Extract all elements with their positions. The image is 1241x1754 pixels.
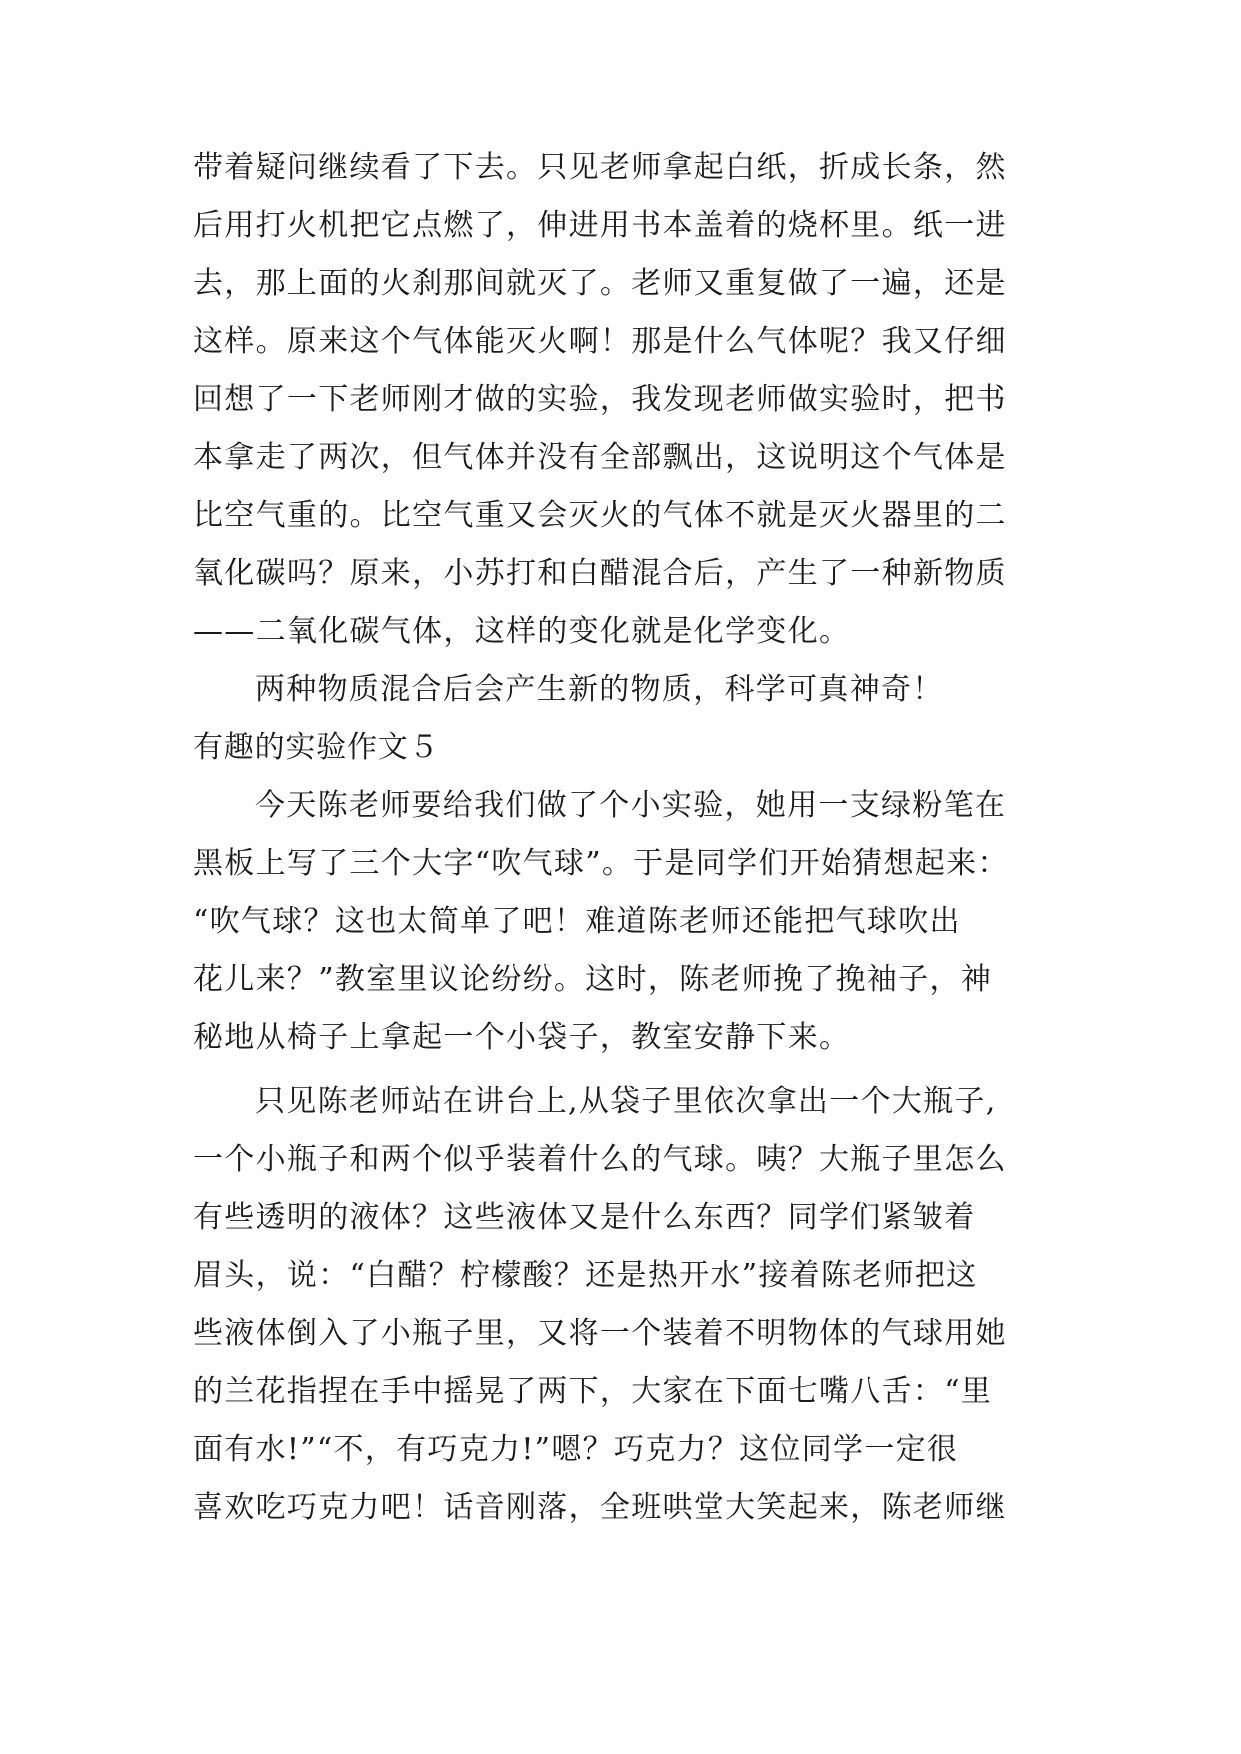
text-line: 的兰花指捏在手中摇晃了两下，大家在下面七嘴八舌：“里 (193, 1374, 993, 1409)
text-line: 带着疑问继续看了下去。只见老师拿起白纸，折成长条，然 (193, 150, 1007, 185)
text-line: 氧化碳吗？原来，小苏打和白醋混合后，产生了一种新物质 (193, 556, 1007, 591)
text-line: “吹气球？这也太简单了吧！难道陈老师还能把气球吹出 (193, 904, 961, 939)
text-line: 一个小瓶子和两个似乎装着什么的气球。咦？大瓶子里怎么 (193, 1142, 1007, 1177)
text-line: 有些透明的液体？这些液体又是什么东西？同学们紧皱着 (193, 1200, 976, 1235)
text-line: ——二氧化碳气体，这样的变化就是化学变化。 (193, 614, 851, 649)
text-line: 秘地从椅子上拿起一个小袋子，教室安静下来。 (193, 1020, 851, 1055)
text-line: 后用打火机把它点燃了，伸进用书本盖着的烧杯里。纸一进 (193, 208, 1007, 243)
text-line: 本拿走了两次，但气体并没有全部飘出，这说明这个气体是 (193, 440, 1007, 475)
text-line: 两种物质混合后会产生新的物质，科学可真神奇！ (255, 672, 944, 707)
text-line: 眉头，说：“白醋？柠檬酸？还是热开水”接着陈老师把这 (193, 1258, 978, 1293)
text-line: 这样。原来这个气体能灭火啊！那是什么气体呢？我又仔细 (193, 324, 1007, 359)
text-line: 今天陈老师要给我们做了个小实验，她用一支绿粉笔在 (255, 788, 1007, 823)
text-line: 只见陈老师站在讲台上,从袋子里依次拿出一个大瓶子, (255, 1084, 997, 1119)
text-line: 花儿来？”教室里议论纷纷。这时，陈老师挽了挽袖子，神 (193, 962, 993, 997)
text-line: 面有水!”“不，有巧克力!”嗯？巧克力？这位同学一定很 (193, 1432, 959, 1467)
text-line: 黑板上写了三个大字“吹气球”。于是同学们开始猜想起来： (193, 846, 1009, 881)
text-line: 些液体倒入了小瓶子里，又将一个装着不明物体的气球用她 (193, 1316, 1007, 1351)
text-line: 喜欢吃巧克力吧！话音刚落，全班哄堂大笑起来，陈老师继 (193, 1490, 1007, 1525)
text-line: 去，那上面的火刹那间就灭了。老师又重复做了一遍，还是 (193, 266, 1007, 301)
section-heading: 有趣的实验作文５ (193, 730, 440, 765)
text-line: 回想了一下老师刚才做的实验，我发现老师做实验时，把书 (193, 382, 1007, 417)
text-line: 比空气重的。比空气重又会灭火的气体不就是灭火器里的二 (193, 498, 1007, 533)
